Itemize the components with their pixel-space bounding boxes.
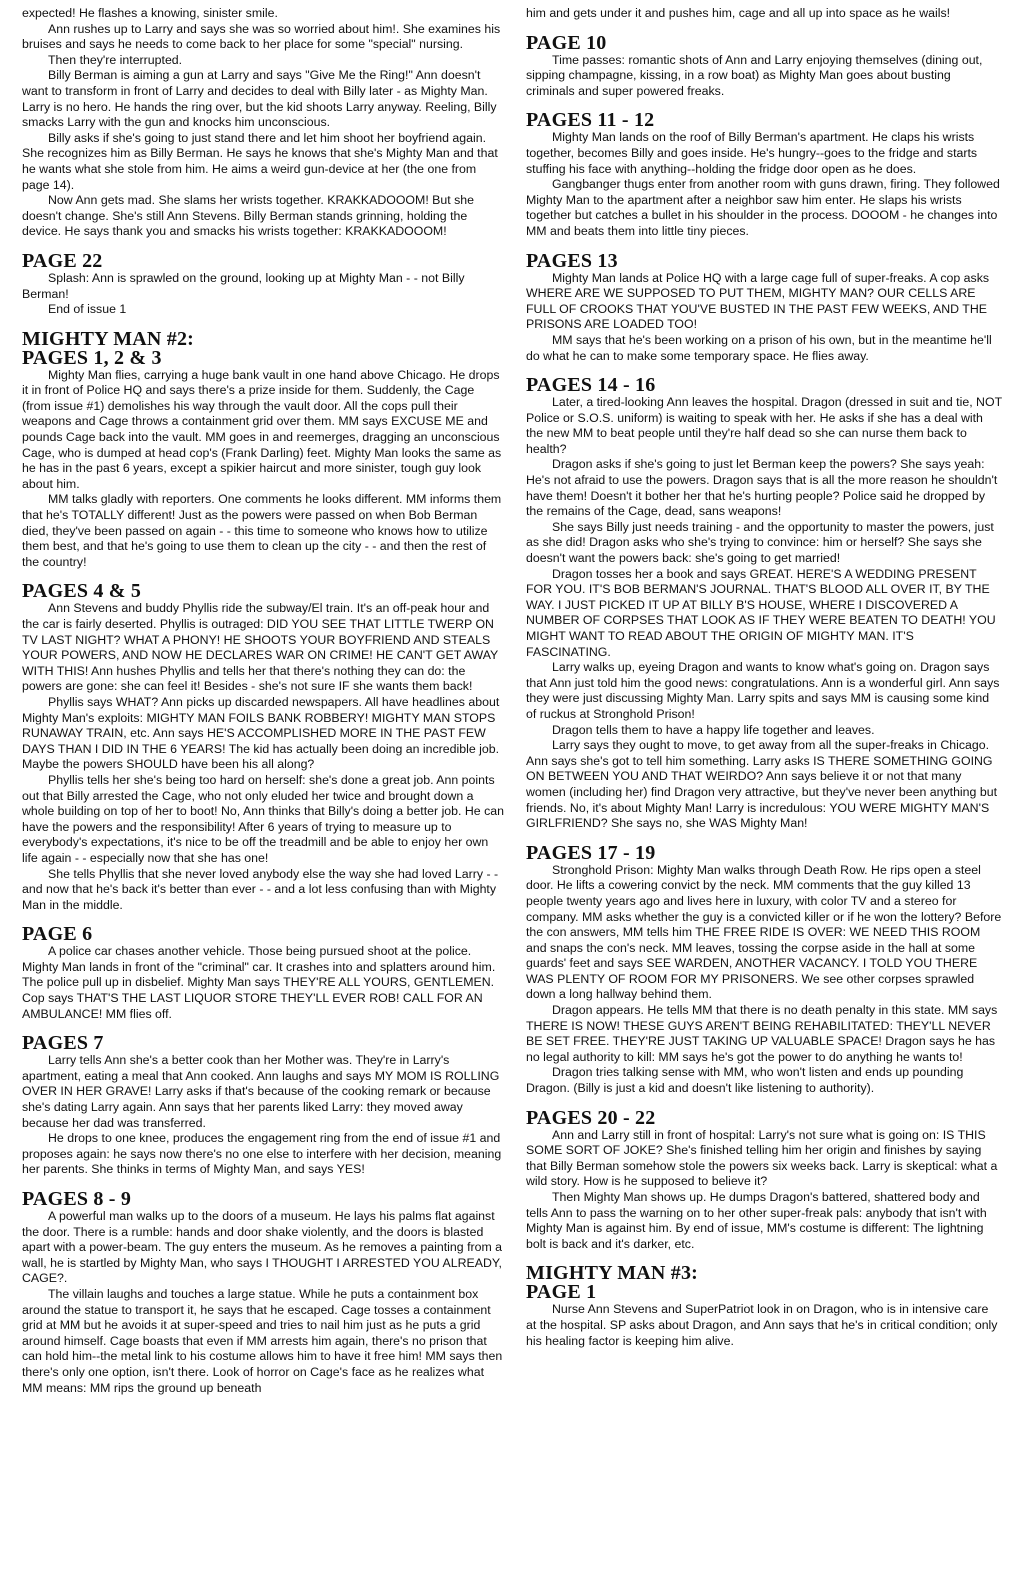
section-heading: PAGE 6 [22, 923, 93, 946]
section-pages-8-9 [22, 1190, 506, 1396]
section-heading: PAGE 10 [526, 31, 607, 54]
paragraph: Dragon tells them to have a happy life together and leaves. [552, 722, 875, 737]
paragraph: Time passes: romantic shots of Ann and Larry enjoying themselves (dining out, sipping champagne, kissing, in a row boat) as Mighty Man goes about busting criminals and super powered freaks. [526, 52, 983, 98]
section-pages-11-12 [526, 111, 1002, 239]
paragraph: She says Billy just needs training - and the opportunity to master the powers, just as she did! Dragon asks who she's trying to convince: him or herself? She says she doesn't want the powers back: she's going to get married! [526, 519, 994, 566]
right-column [526, 6, 1002, 1349]
paragraph: Phyllis says WHAT? Ann picks up discarded newspapers. All have headlines about Mighty Man's exploits: MIGHTY MAN FOILS BANK ROBBERY! MIGHTY MAN STOPS RUNAWAY TRAIN, etc. Ann says HE'S ACCOMPLISHED MORE IN THE PAST FEW DAYS THAN I DID IN THE 6 YEARS! The kid has actually been doing an incredible job. Maybe the powers SHOULD have been his all along? [22, 694, 500, 772]
issue-heading [526, 1264, 1002, 1302]
continued-text [22, 6, 506, 240]
section-heading: PAGES 7 [22, 1032, 104, 1055]
paragraph: Dragon tosses her a book and says GREAT. HERE'S A WEDDING PRESENT FOR YOU. IT'S BOB BERMAN'S JOURNAL. THAT'S BLOOD ALL OVER IT, BY THE WAY. I JUST PICKED IT UP AT BILLY B'S HOUSE, WHERE I DISCOVERED A NUMBER OF CORPSES THAT LOOK AS IF THEY WERE BEATEN TO DEATH! YOU MIGHT WANT TO READ ABOUT THE ORIGIN OF MIGHTY MAN. IT'S FASCINATING. [526, 566, 996, 659]
paragraph: Ann rushes up to Larry and says she was so worried about him!. She examines his bruises and says he needs to come back to her place for some "special" nursing. [22, 21, 501, 52]
paragraph: Billy asks if she's going to just stand there and let him shoot her boyfriend again. She recognizes him as Billy Berman. He says he knows that she's Mighty Man and that he wants what she stole from him. He aims a weird gun-device at her (the one from page 14). [22, 130, 498, 192]
issue-title: MIGHTY MAN #2: [22, 327, 195, 350]
section-mighty-man-3 [526, 1264, 1002, 1349]
paragraph: expected! He flashes a knowing, sinister smile. [22, 6, 278, 20]
paragraph: Then Mighty Man shows up. He dumps Dragon's battered, shattered body and tells Ann to pass the warning on to her other super-freak pals: anybody that isn't with Mighty Man is against him. By end of issue, MM's costume is different: The lightning bolt is back and it's darker, etc. [526, 1190, 987, 1251]
section-heading: PAGE 22 [22, 249, 103, 272]
paragraph: Now Ann gets mad. She slams her wrists together. KRAKKADOOOM! But she doesn't change. She's still Ann Stevens. Billy Berman stands grinning, holding the device. He says thank you and smacks his wrists together: KRAKKADOOOM! [22, 193, 475, 239]
paragraph: End of issue 1 [48, 302, 127, 317]
left-column [22, 6, 506, 1396]
paragraph: Billy Berman is aiming a gun at Larry and says "Give Me the Ring!" Ann doesn't want to transform in front of Larry and decides to deal with Billy later - as Mighty Man. Larry is no hero. He hands the ring over, but the kid shoots Larry anyway. Reeling, Billy smacks Larry with the gun and knocks him unconscious. [22, 68, 497, 130]
paragraph: Larry says they ought to move, to get away from all the super-freaks in Chicago. Ann says she's got to tell him something. Larry asks IS THERE SOMETHING GOING ON BETWEEN YOU AND THAT WEIRDO? Ann says believe it or not that many women (including her) find Dragon very attractive, but they've never been anything but friends. No, it's about Mighty Man! Larry is incredulous: YOU WERE MIGHTY MAN'S GIRLFRIEND? She says no, she WAS Mighty Man! [526, 738, 997, 831]
issue-title: MIGHTY MAN #3: [526, 1262, 699, 1285]
paragraph: Then they're interrupted. [48, 52, 183, 67]
paragraph: Mighty Man lands on the roof of Billy Berman's apartment. He claps his wrists together, becomes Billy and goes inside. He's hungry--goes to the fridge and starts stuffing his face with anything--holding the fridge door open as he does. [526, 130, 978, 176]
paragraph: Later, a tired-looking Ann leaves the hospital. Dragon (dressed in suit and tie, NOT Police or S.O.S. uniform) is waiting to speak with her. He asks if she has a deal with the new MM to beat people until they're half dead so she can nurse them back to health? [526, 395, 1002, 456]
paragraph: Larry walks up, eyeing Dragon and wants to know what's going on. Dragon says that Ann just told him the good news: congratulations. Ann is a wonderful girl. Ann says they were just discussing Mighty Man. Larry spits and says MM is causing some kind of ruckus at Stronghold Prison! [526, 660, 1000, 721]
paragraph: MM talks gladly with reporters. One comments he looks different. MM informs them that he's TOTALLY different! Just as the powers were passed on when Bob Berman died, they've been passed on again - - this time to someone who knows how to utilize them best, and that he's going to use them to clean up the city - - and then the rest of the country! [22, 492, 502, 569]
paragraph: Stronghold Prison: Mighty Man walks through Death Row. He rips open a steel door. He lifts a cowering convict by the neck. MM comments that the guy killed 13 people twenty years ago and lives here in luxury, with color TV and a stereo for company. MM asks whether the guy is a convicted killer or if he won the lottery? Before the con answers, MM tells him THE FREE RIDE IS OVER: WE NEED THIS ROOM and snaps the con's neck. MM leaves, tossing the corpse aside in the hall at some guards' feet and says SEE WARDEN, ANOTHER VACANCY. I TOLD YOU THERE WAS PLENTY OF ROOM FOR MY PRISONERS. We see other corpses sprawled down a long hallway behind them. [526, 862, 1002, 1002]
section-page-6 [22, 925, 506, 1022]
section-pages-7 [22, 1034, 506, 1178]
paragraph: Splash: Ann is sprawled on the ground, looking up at Mighty Man - - not Billy Berman! [22, 270, 465, 301]
paragraph: A powerful man walks up to the doors of a museum. He lays his palms flat against the door. There is a rumble: hands and door shake violently, and the doors is blasted apart with a power-beam. The guy enters the museum. As he removes a painting from a wall, he is startled by Mighty Man, who says I THOUGHT I ARRESTED YOU ALREADY, CAGE?. [22, 1209, 503, 1286]
section-pages-14-16 [526, 376, 1002, 832]
section-pages-13 [526, 249, 1002, 365]
section-mighty-man-2 [22, 327, 506, 571]
section-heading: PAGES 14 - 16 [526, 374, 656, 397]
continued-text [526, 6, 1002, 22]
paragraph: Dragon asks if she's going to just let Berman keep the powers? She says yeah: He's not afraid to use the powers. Dragon says that is all the more reason he shouldn't have them! Doesn't it bother her that he's hurting people? Police said he dropped by the remains of the Cage, dead, sans weapons! [526, 457, 998, 519]
paragraph: The villain laughs and touches a large statue. While he puts a containment box around the statue to transport it, he says that he escaped. Cage tosses a containment grid at MM but he avoids it at super-speed and tries to nail him just as he puts a grid around himself. Cage boasts that even if MM arrests him again, there's no prison that can hold him--the metal link to his costume allows him to have it free him! MM says then there's only one option, isn't there. Look of horror on Cage's face as he realizes what MM means: MM rips the ground up beneath [22, 1286, 503, 1395]
paragraph: MM says that he's been working on a prison of his own, but in the meantime he'll do what he can to make some temporary space. He flies away. [526, 332, 992, 363]
section-pages-17-19 [526, 841, 1002, 1097]
section-pages-4-5 [22, 582, 506, 913]
paragraph: Larry tells Ann she's a better cook than her Mother was. They're in Larry's apartment, eating a meal that Ann cooked. Ann laughs and says MY MOM IS ROLLING OVER IN HER GRAVE! Larry asks if that's because of the cooking remark or because she's dating Larry again. Ann says that her parents liked Larry: they moved away because her dad was transferred. [22, 1053, 500, 1130]
paragraph: Phyllis tells her she's being too hard on herself: she's done a great job. Ann points out that Billy arrested the Cage, who not only eluded her twice and brought down a whole building on top of her to boot! No, Ann thinks that Billy's doing a better job. He can have the powers and the responsibility! After 6 years of trying to measure up to everybody's expectations, it's nice to be off the treadmill and be able to enjoy her own life again - - especially now that she has one! [22, 772, 505, 865]
paragraph: Ann Stevens and buddy Phyllis ride the subway/El train. It's an off-peak hour and the car is fairly deserted. Phyllis is outraged: DID YOU SEE THAT LITTLE TWERP ON TV LAST NIGHT? WHAT A PHONY! HE SHOOTS YOUR BOYFRIEND AND STEALS YOUR POWERS, AND NOW HE DECLARES WAR ON CRIME! HE CAN'T GET AWAY WITH THIS! Ann hushes Phyllis and tells her that there's nothing they can do: the powers are gone: she can feel it! Besides - she's not sure IF she wants them back! [22, 601, 499, 694]
paragraph: Mighty Man flies, carrying a huge bank vault in one hand above Chicago. He drops it in front of Police HQ and says there's a prize inside for them. Suddenly, the Cage (from issue #1) demolishes his way through the vault door. All the cops pull their weapons and Cage throws a containment grid over them. MM says EXCUSE ME and pounds Cage back into the vault. MM goes in and reemerges, dragging an unconscious Cage, who is dumped at head cop's (Frank Darling) feet. Mighty Man looks the same as he has in the past 6 years, except a spikier haircut and more sinister, tough guy look about him. [22, 367, 502, 491]
paragraph: Nurse Ann Stevens and SuperPatriot look in on Dragon, who is in intensive care at the hospital. SP asks about Dragon, and Ann says that he's in critical condition; only his healing factor is keeping him alive. [526, 1302, 998, 1348]
paragraph: Dragon tries talking sense with MM, who won't listen and ends up pounding Dragon. (Billy is just a kid and doesn't like listening to authority). [526, 1065, 964, 1096]
paragraph: He drops to one knee, produces the engagement ring from the end of issue #1 and proposes again: he says now there's no one else to interfere with her decision, meaning her parents. She thinks in terms of Mighty Man, and says YES! [22, 1131, 502, 1177]
section-heading: PAGES 13 [526, 249, 618, 272]
section-heading: PAGES 17 - 19 [526, 841, 656, 864]
section-heading: PAGES 20 - 22 [526, 1106, 656, 1129]
section-heading: PAGES 11 - 12 [526, 109, 655, 132]
issue-subtitle: PAGE 1 [526, 1281, 597, 1304]
section-page-22 [22, 249, 506, 318]
paragraph: Mighty Man lands at Police HQ with a large cage full of super-freaks. A cop asks WHERE ARE WE SUPPOSED TO PUT THEM, MIGHTY MAN? OUR CELLS ARE FULL OF CROOKS THAT YOU'VE BUSTED IN THE PAST FEW WEEKS, AND THE PRISONS ARE LOADED TOO! [526, 270, 990, 332]
paragraph: She tells Phyllis that she never loved anybody else the way she had loved Larry - - and now that he's back it's better than ever - - and a lot less confusing than with Mighty Man in the middle. [22, 866, 499, 912]
issue-heading [22, 327, 506, 369]
paragraph: A police car chases another vehicle. Those being pursued shoot at the police. Mighty Man lands in front of the "criminal" car. It crashes into and splatters around him. The police pull up in disbelief. Mighty Man says THEY'RE ALL YOURS, GENTLEMEN. Cop says THAT'S THE LAST LIQUOR STORE THEY'LL EVER ROB! CALL FOR AN AMBULANCE! MM flies off. [22, 944, 496, 1021]
section-pages-20-22 [526, 1106, 1002, 1253]
paragraph: Gangbanger thugs enter from another room with guns drawn, firing. They followed Mighty Man to the apartment after a neighbor saw him enter. He slaps his wrists together but catches a bullet in his shoulder in the process. DOOOM - he changes into MM and beats them into little tiny pieces. [526, 177, 1000, 238]
issue-subtitle: PAGES 1, 2 & 3 [22, 346, 162, 369]
section-heading: PAGES 8 - 9 [22, 1188, 132, 1210]
paragraph: him and gets under it and pushes him, cage and all up into space as he wails! [526, 6, 951, 20]
paragraph: Dragon appears. He tells MM that there is no death penalty in this state. MM says THERE IS NOW! THESE GUYS AREN'T BEING REHABILITATED: THEY'LL NEVER BE SET FREE. THEY'RE JUST TAKING UP VALUABLE SPACE! Dragon says he has no legal authority to kill: MM says he's got the power to do anything he wants to! [526, 1003, 998, 1064]
paragraph: Ann and Larry still in front of hospital: Larry's not sure what is going on: IS THIS SOME SORT OF JOKE? She's finished telling him her origin and finishes by saying that Billy Berman somehow stole the powers six weeks back. Larry is skeptical: what a wild story. How is he supposed to believe it? [526, 1127, 998, 1189]
section-page-10 [526, 31, 1002, 100]
section-heading: PAGES 4 & 5 [22, 580, 142, 603]
